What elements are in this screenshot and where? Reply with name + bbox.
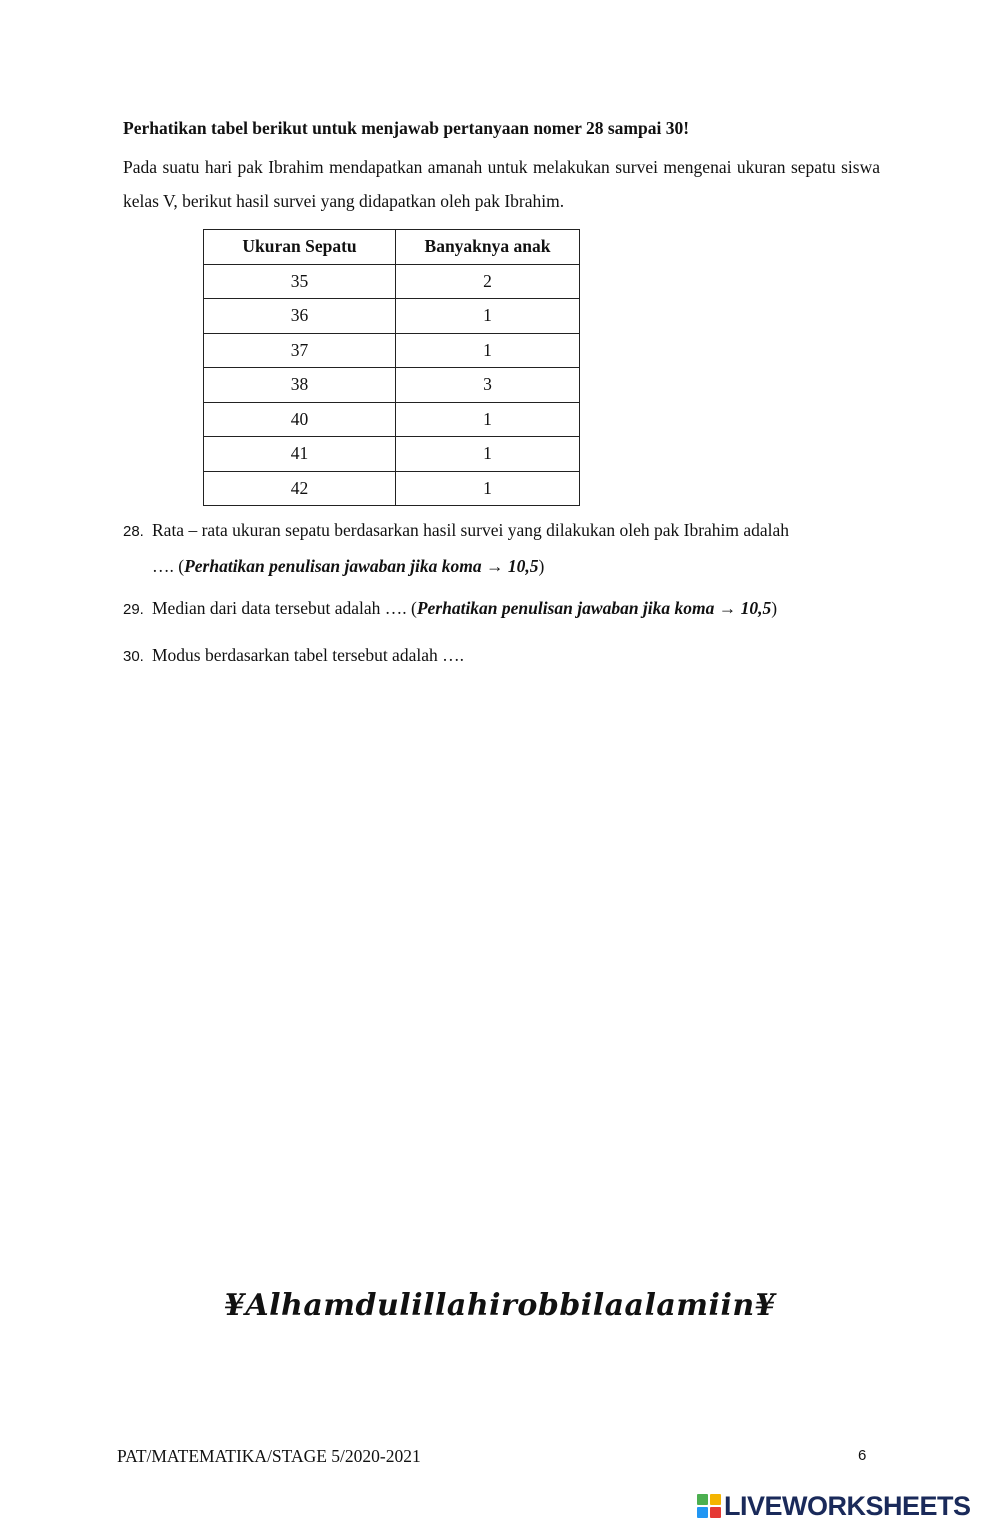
shoe-size-cell: 41 <box>204 437 396 472</box>
table-row <box>204 368 580 403</box>
logo-square <box>697 1507 708 1518</box>
question-text: Median dari data tersebut adalah …. ( <box>152 598 417 618</box>
shoe-size-cell: 35 <box>204 264 396 299</box>
instruction-heading: Perhatikan tabel berikut untuk menjawab pertanyaan nomer 28 sampai 30! <box>123 118 690 138</box>
question-continuation <box>123 549 789 583</box>
answer-blank: …. ( <box>152 556 185 576</box>
question-number: 29. <box>123 601 144 618</box>
table-row <box>204 471 580 506</box>
answer-format-hint: Perhatikan penulisan jawaban jika koma → 10,5 <box>184 556 539 576</box>
shoe-size-cell: 42 <box>204 471 396 506</box>
shoe-size-cell: 38 <box>204 368 396 403</box>
shoe-size-cell: 37 <box>204 333 396 368</box>
liveworksheets-logo-icon <box>697 1494 721 1518</box>
count-cell: 1 <box>396 437 580 472</box>
closing-prayer: ¥Alhamdulillahirobbilaalamiin¥ <box>223 1288 777 1323</box>
table-row <box>204 299 580 334</box>
brand-wordmark: LIVEWORKSHEETS <box>724 1490 971 1521</box>
logo-square <box>710 1494 721 1505</box>
shoe-size-table <box>203 229 580 506</box>
question-text: Modus berdasarkan tabel tersebut adalah …. <box>152 645 464 665</box>
shoe-size-cell: 40 <box>204 402 396 437</box>
footer-document-code: PAT/MATEMATIKA/STAGE 5/2020-2021 <box>117 1446 421 1466</box>
count-cell: 1 <box>396 402 580 437</box>
question-28 <box>123 513 789 583</box>
question-number: 28. <box>123 523 144 540</box>
count-cell: 3 <box>396 368 580 403</box>
intro-paragraph: Pada suatu hari pak Ibrahim mendapatkan amanah untuk melakukan survei mengenai ukuran sepatu siswa kelas V, berikut hasil survei yang didapatkan oleh pak Ibrahim. <box>123 157 880 211</box>
column-header: Ukuran Sepatu <box>204 230 396 265</box>
question-29 <box>123 591 777 627</box>
liveworksheets-brand <box>697 1489 971 1523</box>
count-cell: 2 <box>396 264 580 299</box>
table-row <box>204 402 580 437</box>
closing-paren: ) <box>771 598 778 618</box>
shoe-size-cell: 36 <box>204 299 396 334</box>
logo-square <box>697 1494 708 1505</box>
answer-format-hint: Perhatikan penulisan jawaban jika koma → 10,5 <box>416 598 772 618</box>
column-header: Banyaknya anak <box>396 230 580 265</box>
logo-square <box>710 1507 721 1518</box>
count-cell: 1 <box>396 471 580 506</box>
table-row <box>204 333 580 368</box>
table-header-row <box>204 230 580 265</box>
table-row <box>204 437 580 472</box>
question-text: Rata – rata ukuran sepatu berdasarkan hasil survei yang dilakukan oleh pak Ibrahim adalah <box>152 520 790 540</box>
question-30 <box>123 638 464 674</box>
table-row <box>204 264 580 299</box>
page-number: 6 <box>858 1447 867 1464</box>
closing-paren: ) <box>538 556 545 576</box>
count-cell: 1 <box>396 299 580 334</box>
count-cell: 1 <box>396 333 580 368</box>
question-number: 30. <box>123 648 144 665</box>
